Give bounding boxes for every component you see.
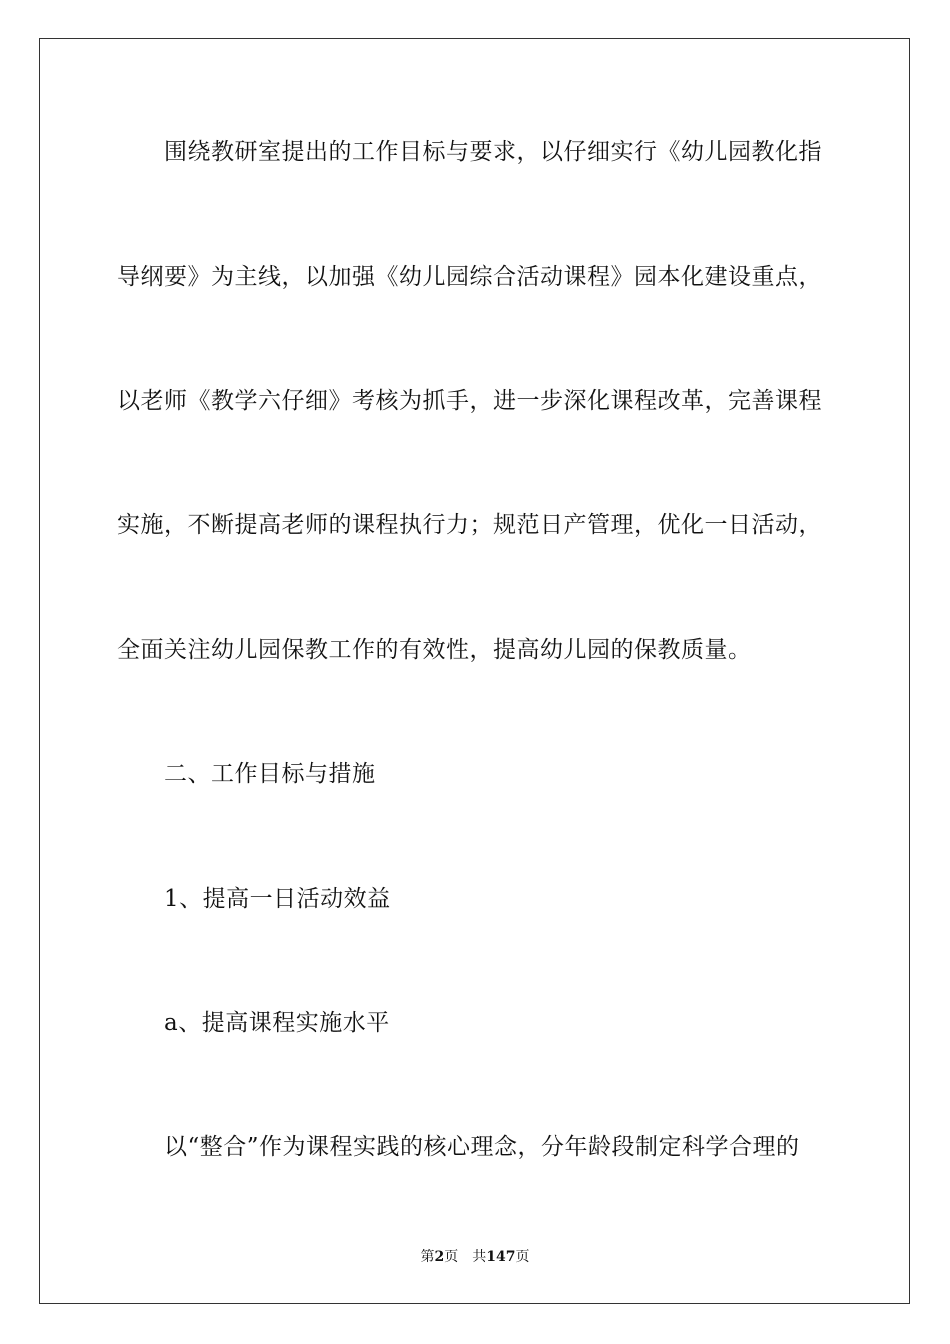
footer-mid: 页 共 xyxy=(444,1249,487,1265)
paragraph-line-9: 以“整合”作为课程实践的核心理念，分年龄段制定科学合理的 xyxy=(164,1134,800,1160)
sub-item-heading: a、提高课程实施水平 xyxy=(164,1010,390,1036)
paragraph-line-2: 导纲要》为主线，以加强《幼儿园综合活动课程》园本化建设重点， xyxy=(117,264,822,290)
section-heading: 二、工作目标与措施 xyxy=(164,761,376,787)
paragraph-line-3: 以老师《教学六仔细》考核为抓手，进一步深化课程改革，完善课程 xyxy=(117,388,822,414)
footer-total-pages: 147 xyxy=(486,1249,516,1265)
page-border xyxy=(39,38,910,1304)
footer-prefix: 第 xyxy=(420,1249,435,1265)
subsection-heading: 1、提高一日活动效益 xyxy=(164,886,391,912)
paragraph-line-4: 实施，不断提高老师的课程执行力；规范日产管理，优化一日活动， xyxy=(117,512,822,538)
paragraph-line-1: 围绕教研室提出的工作目标与要求，以仔细实行《幼儿园教化指 xyxy=(164,139,822,165)
page-footer xyxy=(0,1248,950,1266)
footer-page-number: 2 xyxy=(434,1249,445,1265)
paragraph-line-5: 全面关注幼儿园保教工作的有效性，提高幼儿园的保教质量。 xyxy=(117,637,752,663)
footer-suffix: 页 xyxy=(515,1249,530,1265)
